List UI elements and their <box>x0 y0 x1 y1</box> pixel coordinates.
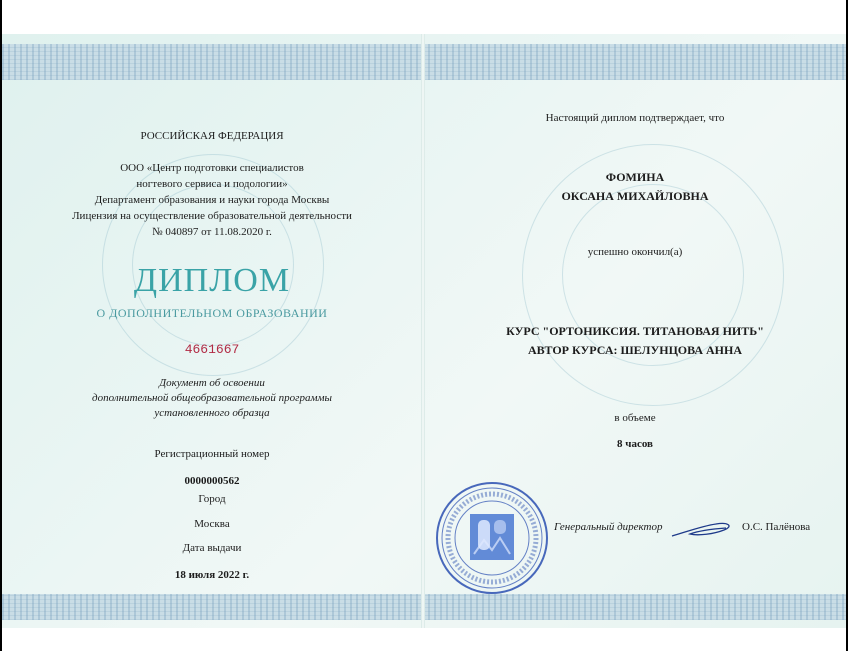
left-page <box>2 34 422 628</box>
diploma-subtitle: О ДОПОЛНИТЕЛЬНОМ ОБРАЗОВАНИИ <box>96 306 328 320</box>
volume-label: в объеме <box>614 412 656 424</box>
registration-label: Регистрационный номер <box>154 448 270 460</box>
graduate-name: ОКСАНА МИХАЙЛОВНА <box>561 189 709 203</box>
license-text: Лицензия на осуществление образовательной деятельности <box>72 210 352 222</box>
director-signature <box>668 514 738 542</box>
issue-date-label: Дата выдачи <box>182 542 242 554</box>
course-title: КУРС "ОРТОНИКСИЯ. ТИТАНОВАЯ НИТЬ" <box>506 324 764 338</box>
federation-heading: РОССИЙСКАЯ ФЕДЕРАЦИЯ <box>140 130 284 142</box>
serial-number: 4661667 <box>184 342 240 357</box>
doc-description-line2: дополнительной общеобразовательной программы <box>92 392 332 404</box>
director-label: Генеральный директор <box>554 521 663 533</box>
registration-number: 0000000562 <box>184 475 240 487</box>
license-number: № 040897 от 11.08.2020 г. <box>152 226 272 238</box>
completed-text: успешно окончил(а) <box>587 246 683 258</box>
course-author: АВТОР КУРСА: ШЕЛУНЦОВА АННА <box>527 343 743 357</box>
city-value: Москва <box>194 518 230 530</box>
city-label: Город <box>198 493 226 505</box>
org-name-line1: ООО «Центр подготовки специалистов <box>120 162 304 174</box>
department: Департамент образования и науки города Москвы <box>94 194 330 206</box>
doc-description-line3: установленного образца <box>154 407 270 419</box>
graduate-surname: ФОМИНА <box>605 170 665 184</box>
diploma-title: ДИПЛОМ <box>133 262 291 299</box>
hours-value: 8 часов <box>616 438 653 450</box>
official-seal-stamp <box>434 480 550 596</box>
issue-date: 18 июля 2022 г. <box>174 569 250 581</box>
org-name-line2: ногтевого сервиса и подологии» <box>136 178 288 190</box>
confirms-text: Настоящий диплом подтверждает, что <box>545 112 725 124</box>
director-name: О.С. Палёнова <box>742 521 811 533</box>
doc-description-line1: Документ об освоении <box>159 377 265 389</box>
